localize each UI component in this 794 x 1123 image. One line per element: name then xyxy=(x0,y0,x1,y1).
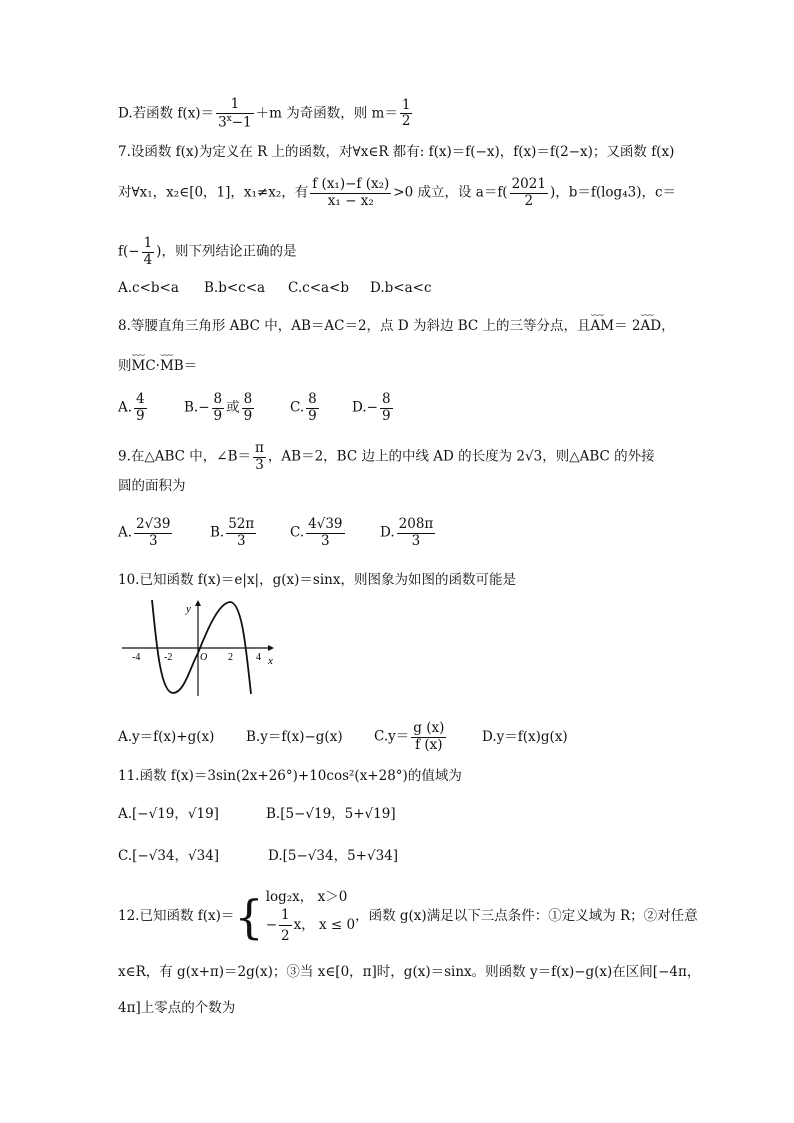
vector-mc: ⌣⌣⌣ MC xyxy=(132,360,156,374)
q11-options-cd xyxy=(118,850,398,864)
q9-option-a[interactable]: A. $\frac{2√39}{3}$ xyxy=(118,516,171,549)
q10-line1: 10.已知函数 f(x)＝e|x|，g(x)＝sinx，则图象为如图的函数可能是 xyxy=(118,572,516,588)
q9-option-c[interactable]: C. $\frac{4√39}{3}$ xyxy=(290,516,343,549)
tick-label: 2 xyxy=(228,652,233,663)
q8-option-a[interactable]: A. $\frac{4}{9}$ xyxy=(118,391,145,424)
vector-mb: ⌣⌣⌣ MB xyxy=(160,360,184,374)
curve xyxy=(152,600,251,694)
q7-line2: 对∀x₁，x₂∈[0，1]，x₁≠x₂，有 $\frac{\text{f (x₁)−f (x₂)}}{\text{x₁ − x₂}}$ >0 成立，设 a＝f( $\frac{2021}{2}$ )，b＝f(log₄3)，c＝ xyxy=(118,176,677,209)
q9-option-b[interactable]: B. $\frac{52\pi}{3}$ xyxy=(210,516,255,549)
q7-option-a[interactable]: A.c<b<a xyxy=(118,280,179,296)
q7-options xyxy=(118,282,432,296)
piecewise-cases: log₂x， x＞0 − $\frac{1}{2}$ x， x ≤ 0 xyxy=(265,889,356,945)
q9-line1: 9.在△ABC 中，∠B＝ $\frac{\pi}{3}$ ，AB＝2，BC 边上的中线 AD 的长度为 2√3，则△ABC 的外接 xyxy=(118,440,655,473)
q9-options xyxy=(118,518,437,548)
q11-option-d[interactable]: D.[5−√34，5+√34] xyxy=(268,848,399,864)
q12-line3: 4π]上零点的个数为 xyxy=(118,1000,236,1016)
tick-label: -4 xyxy=(132,652,141,663)
q7-option-b[interactable]: B.b<c<a xyxy=(204,280,266,296)
q11-options-ab xyxy=(118,808,396,822)
q8-option-d[interactable]: D.− $\frac{8}{9}$ xyxy=(352,391,391,424)
q7-option-c[interactable]: C.c<a<b xyxy=(288,280,350,296)
q10-option-b[interactable]: B.y＝f(x)−g(x) xyxy=(246,728,343,745)
x-axis-arrow xyxy=(268,645,274,651)
q7-line1: 7.设函数 f(x)为定义在 R 上的函数，对∀x∈R 都有: f(x)＝f(−x)，f(x)＝f(2−x)；又函数 f(x) xyxy=(118,144,675,160)
q7-line3: f(− $\frac{1}{4}$ )，则下列结论正确的是 xyxy=(118,235,297,268)
q12-line2: x∈R，有 g(x+π)＝2g(x)；③当 x∈[0，π]时，g(x)＝sinx。则函数 y＝f(x)−g(x)在区间[−4π， xyxy=(118,964,701,980)
q11-option-a[interactable]: A.[−√19，√19] xyxy=(118,806,219,822)
vector-ad: ⌣⌣⌣ AD xyxy=(641,320,662,334)
q11-line1: 11.函数 f(x)＝3sin(2x+26°)+10cos²(x+28°)的值域为 xyxy=(118,768,462,784)
x-label: x xyxy=(268,655,273,667)
q11-option-b[interactable]: B.[5−√19，5+√19] xyxy=(266,806,396,822)
q8-options xyxy=(118,393,395,423)
origin-label: O xyxy=(200,652,208,663)
q10-option-d[interactable]: D.y＝f(x)g(x) xyxy=(482,728,568,745)
y-axis-arrow xyxy=(195,600,201,606)
q12-line1: 12.已知函数 f(x)＝{ log₂x， x＞0 − $\frac{1}{2}$ x， x ≤ 0 ，函数 g(x)满足以下三点条件：①定义域为 R；②对任意 xyxy=(118,889,698,945)
tick-label: 4 xyxy=(256,652,261,663)
q7-option-d[interactable]: D.b<a<c xyxy=(370,280,432,296)
q8-option-c[interactable]: C. $\frac{8}{9}$ xyxy=(290,391,317,424)
q10-options xyxy=(118,722,568,752)
tick-label: -2 xyxy=(164,652,173,663)
q10-option-c[interactable]: C.y＝ $\frac{g (x)}{f (x)}$ xyxy=(374,720,445,753)
fraction: $\frac{1}{3^x-1}$ xyxy=(218,96,252,130)
q9-line2: 圆的面积为 xyxy=(118,478,186,494)
option-d-line: D.若函数 f(x)＝ $\frac{1}{3^x-1}$ ＋m 为奇函数，则 m＝ $\frac{1}{2}$ xyxy=(118,96,411,130)
brace: { xyxy=(234,889,264,944)
q8-option-b[interactable]: B.− $\frac{8}{9}$ 或 $\frac{8}{9}$ xyxy=(184,391,253,424)
q10-option-a[interactable]: A.y＝f(x)+g(x) xyxy=(118,728,215,745)
q8-line1: 8.等腰直角三角形 ABC 中，AB＝AC＝2，点 D 为斜边 BC 上的三等分点，且⌣⌣⌣ AM＝ 2⌣⌣⌣ AD， xyxy=(118,320,675,334)
y-label: y xyxy=(186,603,191,615)
q8-line2: 则⌣⌣⌣ MC·⌣⌣⌣ MB＝ xyxy=(118,360,197,374)
function-graph xyxy=(118,598,280,698)
vector-am: ⌣⌣⌣ AM xyxy=(591,320,615,334)
q9-option-d[interactable]: D. $\frac{208\pi}{3}$ xyxy=(380,516,434,549)
q11-option-c[interactable]: C.[−√34，√34] xyxy=(118,848,220,864)
